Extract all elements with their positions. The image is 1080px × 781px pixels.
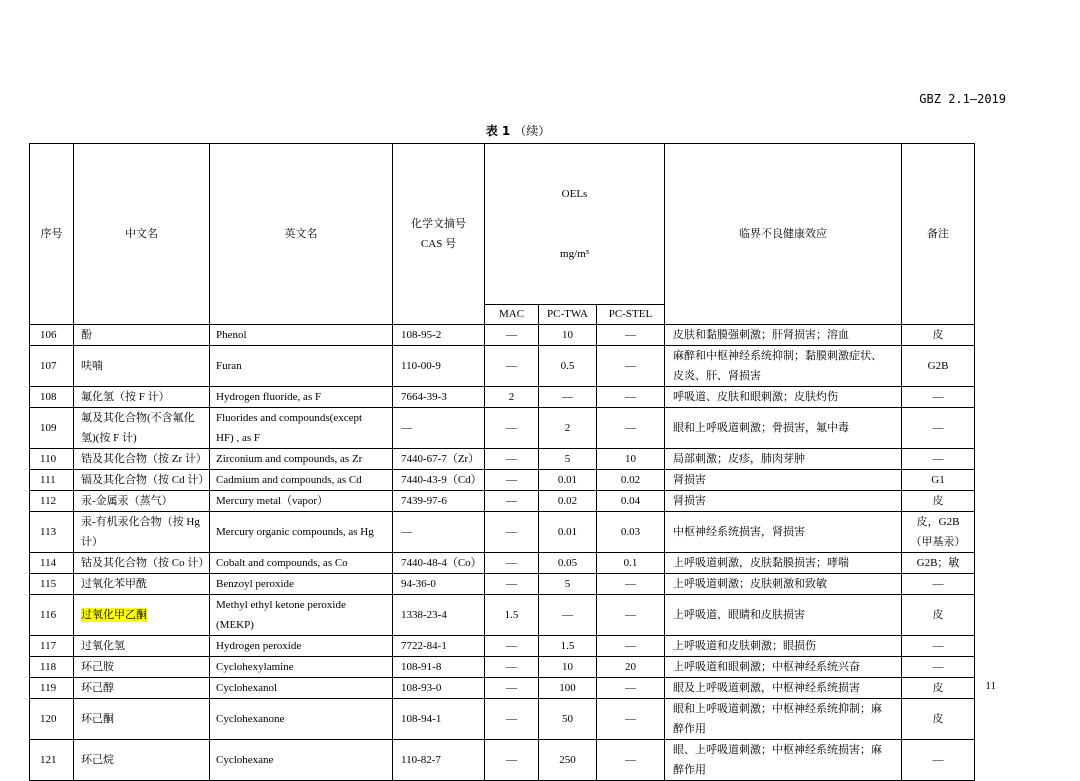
- remarks-cell: —: [902, 574, 975, 595]
- row-number-cell: 121: [30, 740, 74, 781]
- table-body: [30, 325, 975, 781]
- row-number-cell: 106: [30, 325, 74, 346]
- english-name-cell: Hydrogen fluoride, as F: [210, 387, 393, 408]
- header-cas-number: 化学文摘号 CAS 号: [393, 144, 485, 325]
- remarks-cell: —: [902, 740, 975, 781]
- pc-twa-value-cell: 5: [539, 449, 597, 470]
- health-effect-cell: 眼、上呼吸道刺激；中枢神经系统损害；麻 醉作用: [665, 740, 902, 781]
- cas-number-cell: 7722-84-1: [393, 636, 485, 657]
- row-number-cell: 110: [30, 449, 74, 470]
- mac-value-cell: —: [485, 512, 539, 553]
- pc-stel-value-cell: 0.04: [597, 491, 665, 512]
- chinese-name-cell: 镉及其化合物（按 Cd 计）: [74, 470, 210, 491]
- cas-number-cell: 94-36-0: [393, 574, 485, 595]
- pc-twa-value-cell: 5: [539, 574, 597, 595]
- cas-number-cell: 7440-43-9（Cd）: [393, 470, 485, 491]
- chinese-name-cell: 环己烷: [74, 740, 210, 781]
- header-health-effects: 临界不良健康效应: [665, 144, 902, 325]
- row-number-cell: 120: [30, 699, 74, 740]
- pc-stel-value-cell: 10: [597, 449, 665, 470]
- mac-value-cell: —: [485, 553, 539, 574]
- pc-stel-value-cell: —: [597, 699, 665, 740]
- cas-number-cell: —: [393, 408, 485, 449]
- english-name-cell: Mercury metal（vapor）: [210, 491, 393, 512]
- pc-stel-value-cell: —: [597, 636, 665, 657]
- remarks-cell: —: [902, 387, 975, 408]
- mac-value-cell: —: [485, 699, 539, 740]
- chinese-name-cell: 锆及其化合物（按 Zr 计）: [74, 449, 210, 470]
- health-effect-cell: 眼和上呼吸道刺激；骨损害，氟中毒: [665, 408, 902, 449]
- health-effect-cell: 肾损害: [665, 491, 902, 512]
- pc-twa-value-cell: 50: [539, 699, 597, 740]
- english-name-cell: Methyl ethyl ketone peroxide (MEKP): [210, 595, 393, 636]
- health-effect-cell: 眼和上呼吸道刺激；中枢神经系统抑制；麻 醉作用: [665, 699, 902, 740]
- mac-value-cell: —: [485, 470, 539, 491]
- health-effect-cell: 呼吸道、皮肤和眼刺激；皮肤灼伤: [665, 387, 902, 408]
- table-row: [30, 387, 975, 408]
- chinese-name-cell: [74, 595, 210, 636]
- pc-stel-value-cell: 0.1: [597, 553, 665, 574]
- pc-twa-value-cell: 0.02: [539, 491, 597, 512]
- table-row: [30, 574, 975, 595]
- cas-number-cell: 7440-67-7（Zr）: [393, 449, 485, 470]
- table-caption-label: 表 1: [485, 124, 511, 138]
- mac-value-cell: —: [485, 491, 539, 512]
- cas-number-cell: 110-82-7: [393, 740, 485, 781]
- cas-number-cell: 7664-39-3: [393, 387, 485, 408]
- table-row: [30, 408, 975, 449]
- pc-twa-value-cell: 10: [539, 657, 597, 678]
- remarks-cell: —: [902, 449, 975, 470]
- english-name-cell: Fluorides and compounds(except HF) , as F: [210, 408, 393, 449]
- table-row: [30, 346, 975, 387]
- remarks-cell: —: [902, 408, 975, 449]
- table-row: [30, 512, 975, 553]
- cas-number-cell: —: [393, 512, 485, 553]
- cas-number-cell: 7439-97-6: [393, 491, 485, 512]
- table-row: [30, 740, 975, 781]
- page-number: 11: [985, 680, 996, 692]
- mac-value-cell: —: [485, 657, 539, 678]
- table-row: [30, 553, 975, 574]
- english-name-cell: Zirconium and compounds, as Zr: [210, 449, 393, 470]
- english-name-cell: Hydrogen peroxide: [210, 636, 393, 657]
- header-mac: MAC: [485, 305, 539, 325]
- health-effect-cell: 中枢神经系统损害，肾损害: [665, 512, 902, 553]
- pc-stel-value-cell: —: [597, 740, 665, 781]
- mac-value-cell: —: [485, 408, 539, 449]
- health-effect-cell: 上呼吸道刺激，皮肤黏膜损害；哮喘: [665, 553, 902, 574]
- cas-number-cell: 108-91-8: [393, 657, 485, 678]
- table-caption: [418, 122, 618, 140]
- table-row: [30, 657, 975, 678]
- row-number-cell: 116: [30, 595, 74, 636]
- table-row: [30, 325, 975, 346]
- header-oels: [485, 144, 665, 305]
- table-row: [30, 449, 975, 470]
- row-number-cell: 115: [30, 574, 74, 595]
- chinese-name-cell: 酚: [74, 325, 210, 346]
- remarks-cell: 皮: [902, 699, 975, 740]
- remarks-cell: 皮，G2B （甲基汞）: [902, 512, 975, 553]
- pc-stel-value-cell: —: [597, 574, 665, 595]
- chinese-name-cell: 过氧化氢: [74, 636, 210, 657]
- health-effect-cell: 上呼吸道、眼睛和皮肤损害: [665, 595, 902, 636]
- health-effect-cell: 麻醉和中枢神经系统抑制；黏膜刺激症状、 皮炎、肝、肾损害: [665, 346, 902, 387]
- pc-twa-value-cell: 100: [539, 678, 597, 699]
- pc-twa-value-cell: 1.5: [539, 636, 597, 657]
- remarks-cell: —: [902, 636, 975, 657]
- row-number-cell: 114: [30, 553, 74, 574]
- pc-twa-value-cell: 0.01: [539, 512, 597, 553]
- table-row: [30, 636, 975, 657]
- pc-stel-value-cell: 0.02: [597, 470, 665, 491]
- row-number-cell: 113: [30, 512, 74, 553]
- remarks-cell: 皮: [902, 491, 975, 512]
- pc-stel-value-cell: —: [597, 678, 665, 699]
- health-effect-cell: 上呼吸道和皮肤刺激；眼损伤: [665, 636, 902, 657]
- remarks-cell: G2B；敏: [902, 553, 975, 574]
- chinese-name-cell: 环己醇: [74, 678, 210, 699]
- header-chinese-name: 中文名: [74, 144, 210, 325]
- header-remarks: 备注: [902, 144, 975, 325]
- header-oels-label: OELs: [561, 188, 588, 200]
- chinese-name-cell: 钴及其化合物（按 Co 计）: [74, 553, 210, 574]
- english-name-cell: Cyclohexane: [210, 740, 393, 781]
- standard-code-header: GBZ 2.1—2019: [919, 92, 1006, 106]
- row-number-cell: 107: [30, 346, 74, 387]
- remarks-cell: 皮: [902, 678, 975, 699]
- pc-twa-value-cell: —: [539, 387, 597, 408]
- english-name-cell: Phenol: [210, 325, 393, 346]
- remarks-cell: —: [902, 657, 975, 678]
- mac-value-cell: 2: [485, 387, 539, 408]
- header-english-name: 英文名: [210, 144, 393, 325]
- mac-value-cell: —: [485, 740, 539, 781]
- pc-stel-value-cell: 0.03: [597, 512, 665, 553]
- cas-number-cell: 108-95-2: [393, 325, 485, 346]
- remarks-cell: 皮: [902, 595, 975, 636]
- health-effect-cell: 眼及上呼吸道刺激，中枢神经系统损害: [665, 678, 902, 699]
- english-name-cell: Cyclohexanol: [210, 678, 393, 699]
- table-row: [30, 678, 975, 699]
- header-serial-number: 序号: [30, 144, 74, 325]
- table-row: [30, 595, 975, 636]
- pc-stel-value-cell: —: [597, 346, 665, 387]
- mac-value-cell: —: [485, 574, 539, 595]
- pc-stel-value-cell: 20: [597, 657, 665, 678]
- mac-value-cell: —: [485, 346, 539, 387]
- pc-twa-value-cell: 0.5: [539, 346, 597, 387]
- pc-twa-value-cell: 0.05: [539, 553, 597, 574]
- row-number-cell: 117: [30, 636, 74, 657]
- pc-stel-value-cell: —: [597, 595, 665, 636]
- english-name-cell: Cyclohexylamine: [210, 657, 393, 678]
- health-effect-cell: 局部刺激；皮疹，肺肉芽肿: [665, 449, 902, 470]
- pc-twa-value-cell: —: [539, 595, 597, 636]
- chinese-name-cell: 环己酮: [74, 699, 210, 740]
- health-effect-cell: 肾损害: [665, 470, 902, 491]
- mac-value-cell: —: [485, 636, 539, 657]
- cas-number-cell: 7440-48-4（Co）: [393, 553, 485, 574]
- header-pc-twa: PC-TWA: [539, 305, 597, 325]
- mac-value-cell: —: [485, 678, 539, 699]
- english-name-cell: Cadmium and compounds, as Cd: [210, 470, 393, 491]
- health-effect-cell: 皮肤和黏膜强刺激；肝肾损害；溶血: [665, 325, 902, 346]
- table-row: [30, 470, 975, 491]
- row-number-cell: 118: [30, 657, 74, 678]
- chinese-name-cell: 过氧化苯甲酰: [74, 574, 210, 595]
- row-number-cell: 109: [30, 408, 74, 449]
- pc-stel-value-cell: —: [597, 387, 665, 408]
- pc-twa-value-cell: 250: [539, 740, 597, 781]
- english-name-cell: Cyclohexanone: [210, 699, 393, 740]
- english-name-cell: Mercury organic compounds, as Hg: [210, 512, 393, 553]
- health-effect-cell: 上呼吸道刺激；皮肤刺激和致敏: [665, 574, 902, 595]
- header-oels-unit: mg/m³: [560, 248, 589, 260]
- highlighted-chinese-name: 过氧化甲乙酮: [81, 609, 147, 621]
- row-number-cell: 111: [30, 470, 74, 491]
- pc-twa-value-cell: 10: [539, 325, 597, 346]
- row-number-cell: 119: [30, 678, 74, 699]
- cas-number-cell: 108-94-1: [393, 699, 485, 740]
- cas-number-cell: 1338-23-4: [393, 595, 485, 636]
- header-pc-stel: PC-STEL: [597, 305, 665, 325]
- pc-stel-value-cell: —: [597, 408, 665, 449]
- chinese-name-cell: 汞-金属汞（蒸气）: [74, 491, 210, 512]
- chinese-name-cell: 氟化氢（按 F 计）: [74, 387, 210, 408]
- row-number-cell: 108: [30, 387, 74, 408]
- chinese-name-cell: 氟及其化合物(不含氟化 氢)(按 F 计): [74, 408, 210, 449]
- mac-value-cell: —: [485, 325, 539, 346]
- table-caption-suffix: （续）: [514, 124, 551, 138]
- remarks-cell: 皮: [902, 325, 975, 346]
- pc-twa-value-cell: 2: [539, 408, 597, 449]
- remarks-cell: G1: [902, 470, 975, 491]
- english-name-cell: Benzoyl peroxide: [210, 574, 393, 595]
- remarks-cell: G2B: [902, 346, 975, 387]
- chinese-name-cell: 呋喃: [74, 346, 210, 387]
- cas-number-cell: 108-93-0: [393, 678, 485, 699]
- pc-stel-value-cell: —: [597, 325, 665, 346]
- mac-value-cell: —: [485, 449, 539, 470]
- pc-twa-value-cell: 0.01: [539, 470, 597, 491]
- table-row: [30, 699, 975, 740]
- chinese-name-cell: 汞-有机汞化合物（按 Hg 计）: [74, 512, 210, 553]
- table-row: [30, 491, 975, 512]
- row-number-cell: 112: [30, 491, 74, 512]
- chinese-name-cell: 环己胺: [74, 657, 210, 678]
- cas-number-cell: 110-00-9: [393, 346, 485, 387]
- mac-value-cell: 1.5: [485, 595, 539, 636]
- table-header-row: [30, 144, 975, 305]
- oel-table: [29, 143, 975, 781]
- english-name-cell: Furan: [210, 346, 393, 387]
- english-name-cell: Cobalt and compounds, as Co: [210, 553, 393, 574]
- health-effect-cell: 上呼吸道和眼刺激；中枢神经系统兴奋: [665, 657, 902, 678]
